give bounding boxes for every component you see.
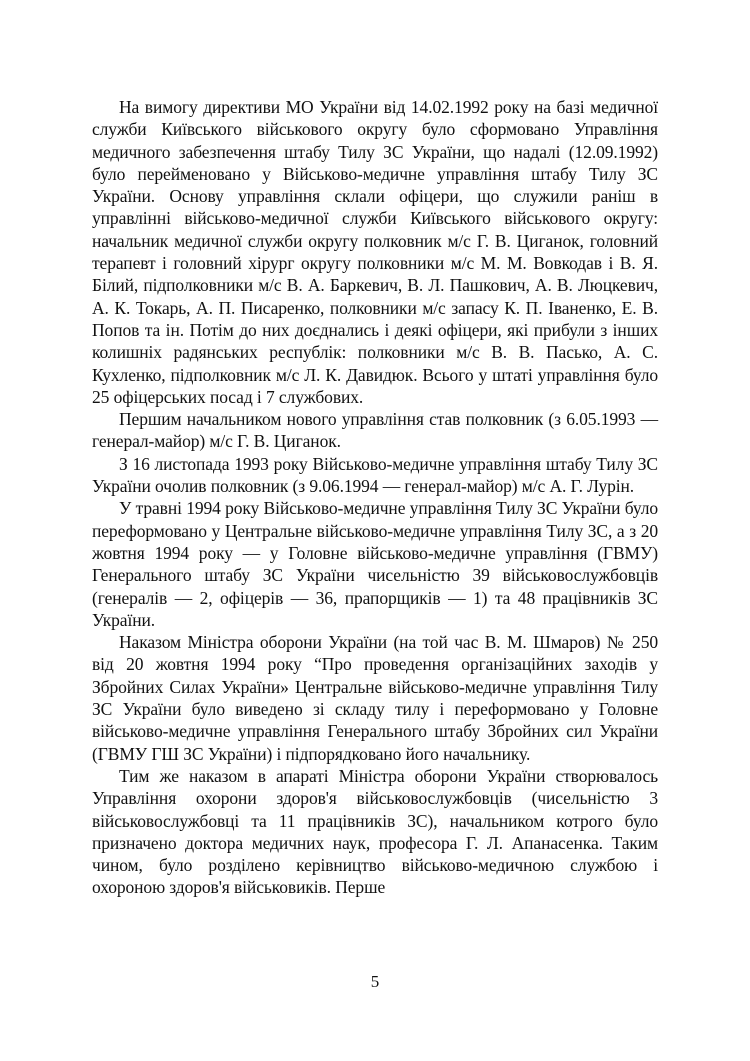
paragraph-6: Тим же наказом в апараті Міністра оборони України створювалось Управління охорони здоров'я військовослужбовців (чисельністю 3 військовослужбовці та 11 працівників ЗС), начальником котрого було призначено доктора медичних наук, професора Г. Л. Апанасенка. Таким чином, було розділено керівництво військово-медичною службою і охороною здоров'я військовиків. Перше <box>92 765 658 898</box>
page-number: 5 <box>370 972 380 991</box>
paragraph-3: З 16 листопада 1993 року Військово-медичне управління штабу Тилу ЗС України очолив полковник (з 9.06.1994 — генерал-майор) м/с А. Г. Лурін. <box>92 453 658 497</box>
paragraph-4: У травні 1994 року Військово-медичне управління Тилу ЗС України було переформовано у Центральне військово-медичне управління Тилу ЗС, а з 20 жовтня 1994 року — у Головне військово-медичне управління (ГВМУ) Генерального штабу ЗС України чисельністю 39 військовослужбовців (генералів — 2, офіцерів — 36, прапорщиків — 1) та 48 працівників ЗС України. <box>92 498 658 630</box>
body-text <box>92 96 658 899</box>
paragraph-2: Першим начальником нового управління став полковник (з 6.05.1993 — генерал-майор) м/с Г. В. Циганок. <box>92 409 658 452</box>
paragraph-1: На вимогу директиви МО України від 14.02.1992 року на базі медичної служби Київського військового округу було сформовано Управління медичного забезпечення штабу Тилу ЗС України, що надалі (12.09.1992) було перейменовано у Військово-медичне управління штабу Тилу ЗС України. Основу управління склали офіцери, що служили раніш в управлінні військово-медичної служби Київського військового округу: начальник медичної служби округу полковник м/с Г. В. Циганок, головний терапевт і головний хірург округу полковники м/с М. М. Вовкодав і В. Я. Білий, підполковники м/с В. А. Баркевич, В. Л. Пашкович, А. В. Люцкевич, А. К. Токарь, А. П. Писаренко, полковники м/с запасу К. П. Іваненко, Е. В. Попов та ін. Потім до них доєднались і деякі офіцери, які прибули з інших колишніх радянських республік: полковники м/с В. В. Пасько, А. С. Кухленко, підполковник м/с Л. К. Давидюк. Всього у штаті управління було 25 офіцерських посад і 7 службових. <box>92 97 658 407</box>
paragraph-5: Наказом Міністра оборони України (на той час В. М. Шмаров) № 250 від 20 жовтня 1994 року “Про проведення організаційних заходів у Збройних Силах України» Центральне військово-медичне управління Тилу ЗС України було виведено зі складу тилу і переформовано у Головне військово-медичне управління Генерального штабу Збройних сил України (ГВМУ ГШ ЗС України) і підпорядковано його начальнику. <box>92 632 658 764</box>
